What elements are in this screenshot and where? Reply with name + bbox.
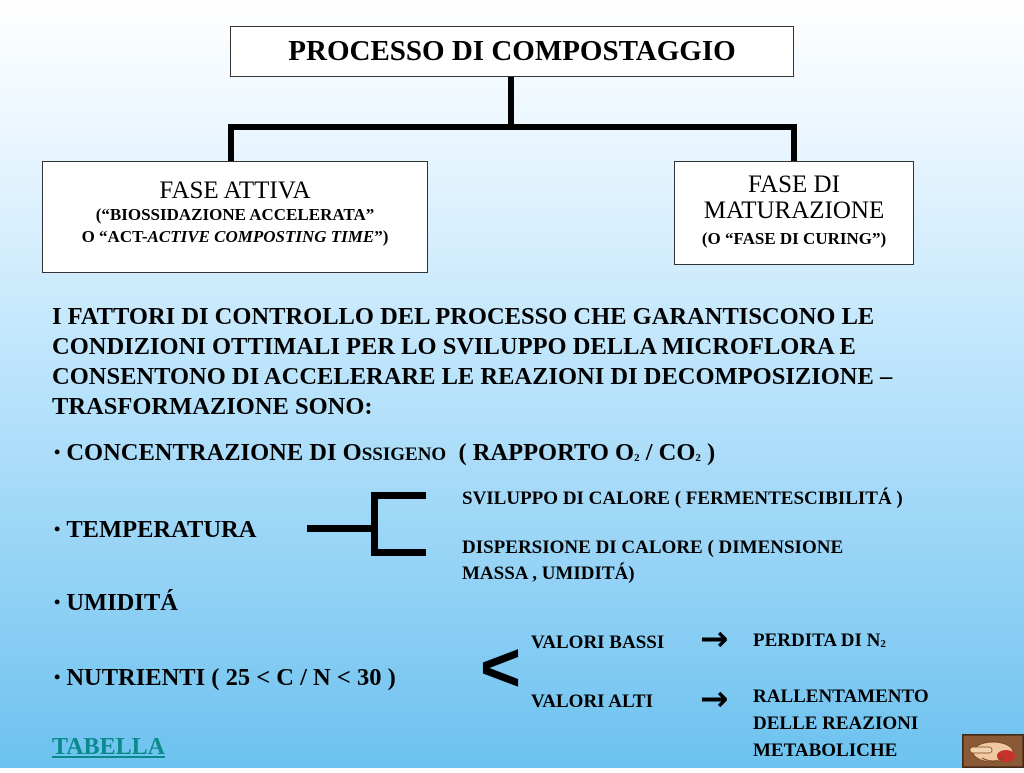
fase-attiva-box [42,161,428,273]
ossigeno-label-smallcaps: SSIGENO [361,444,447,465]
ossigeno-ratio-mid: / CO [639,439,696,466]
factor-umidita [54,587,178,618]
bullet: • [54,519,61,539]
co2-subscript: 2 [695,452,701,464]
page-title: PROCESSO DI COMPOSTAGGIO [288,35,736,67]
tabella-link[interactable]: TABELLA [52,734,165,760]
fase-maturazione-subtitle: (O “FASE DI CURING”) [701,229,887,248]
temperatura-bracket-bottom [371,549,426,556]
rallentamento-line2: DELLE REAZIONI [753,713,919,734]
tree-left-drop [228,124,234,161]
temperatura-lower-branch-line1: DISPERSIONE DI CALORE ( DIMENSIONE [462,537,844,558]
bullet: • [54,442,61,462]
bullet: • [54,592,61,612]
ossigeno-label-main: CONCENTRAZIONE DI O [66,439,362,466]
temperatura-upper-branch: SVILUPPO DI CALORE ( FERMENTESCIBILITÁ ) [462,488,903,509]
valori-alti-label: VALORI ALTI [531,691,653,712]
valori-bassi-label: VALORI BASSI [531,632,665,653]
fase-maturazione-box [674,161,914,265]
pointing-hand-graphic [962,734,1024,768]
fase-maturazione-title-line2: MATURAZIONE [703,197,885,224]
nutrienti-label: NUTRIENTI ( 25 < C / N < 30 ) [66,664,396,691]
temperatura-lower-branch-line2: MASSA , UMIDITÁ) [462,563,635,584]
perdita-azoto-text: PERDITA DI N [753,630,881,651]
tree-stem [508,77,514,127]
arrow-right-icon: → [700,619,729,659]
rallentamento-line1: RALLENTAMENTO [753,686,929,707]
temperatura-bracket-top [371,492,426,499]
umidita-label: UMIDITÁ [66,589,178,616]
fase-attiva-line2 [43,226,427,248]
temperatura-bracket-vertical [371,492,378,556]
arrow-right-icon: → [700,679,729,719]
ossigeno-ratio-prefix: ( RAPPORTO O [458,439,635,466]
tree-crossbar [228,124,797,130]
n2-subscript: 2 [880,638,886,650]
temperatura-label: TEMPERATURA [66,516,257,543]
title-box [230,26,794,77]
ossigeno-ratio-suffix: ) [700,439,716,466]
bullet: • [54,667,61,687]
fase-attiva-line1: (“BIOSSIDAZIONE ACCELERATA” [95,205,375,224]
factor-temperatura [54,514,256,545]
factor-nutrienti [54,662,396,693]
o2-subscript: 2 [634,452,640,464]
fase-attiva-line2-suffix: ”) [374,227,389,246]
perdita-azoto-result [753,628,886,657]
fase-attiva-title: FASE ATTIVA [159,177,311,204]
fase-maturazione-title-line1: FASE DI [748,171,840,198]
nutrienti-bracket: < [480,628,521,706]
tree-right-drop [791,124,797,161]
factor-ossigeno [54,437,715,473]
fase-attiva-line2-italic: ACTIVE COMPOSTING TIME [147,227,375,246]
intro-paragraph: I FATTORI DI CONTROLLO DEL PROCESSO CHE GARANTISCONO LE CONDIZIONI OTTIMALI PER LO SVILUPPO DELLA MICROFLORA E CONSENTONO DI ACCELERARE LE REAZIONI DI DECOMPOSIZIONE – TRASFORMAZIONE SONO: [52,303,893,420]
pointing-hand-icon[interactable] [962,734,1024,768]
rallentamento-line3: METABOLICHE [753,740,898,761]
temperatura-connector [307,525,377,532]
fase-attiva-line2-prefix: O “ACT- [81,227,148,246]
